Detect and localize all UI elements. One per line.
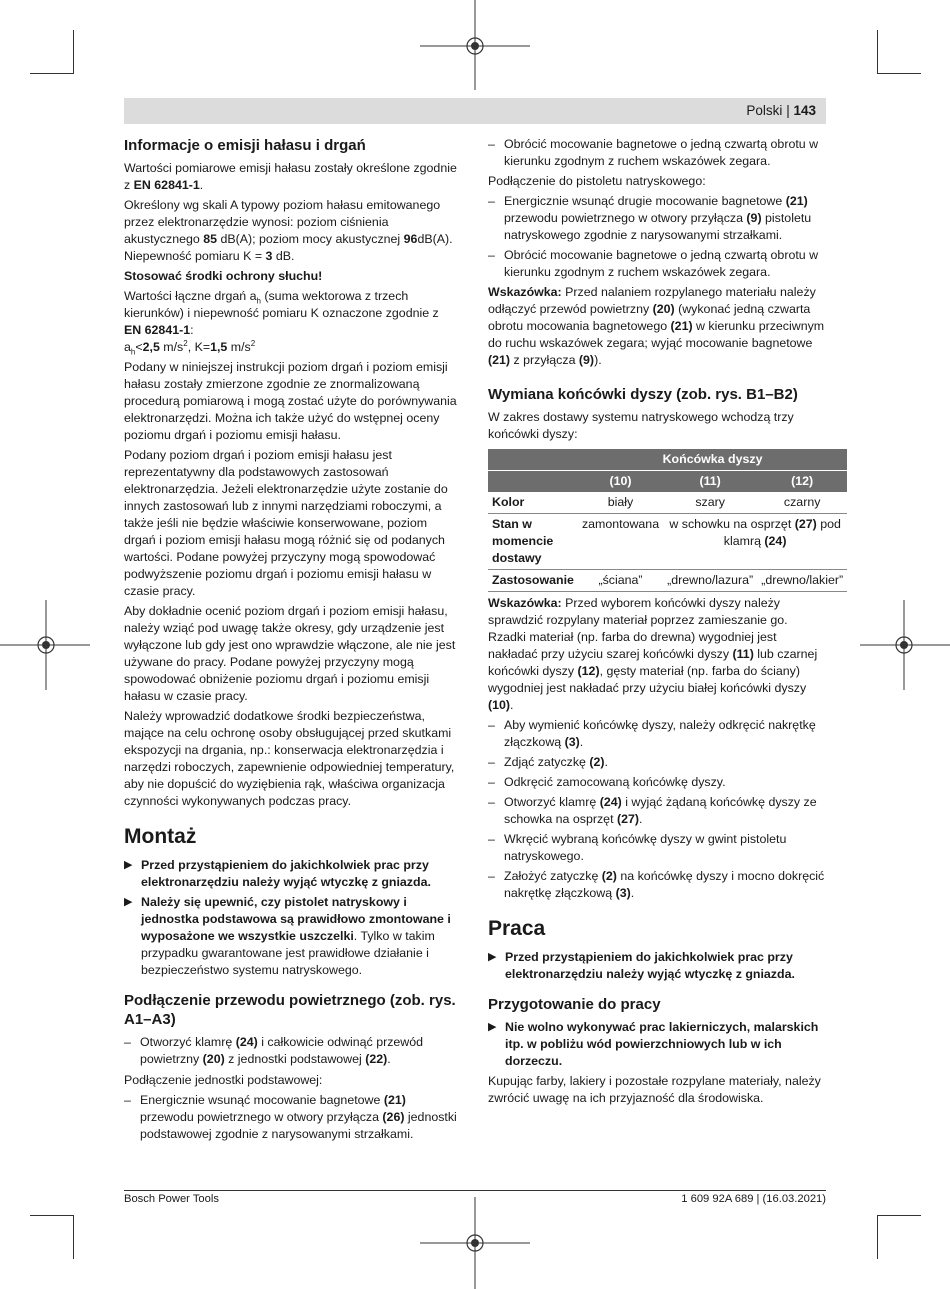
heading-praca: Praca: [488, 917, 546, 940]
note: Wskazówka: Przed nalaniem rozpylanego materiału należy odłączyć przewód powietrzny (20) (wykonać jedną czwarta obrotu mocowania bagnetowego (21) w kierunku przeciwnym do ruchu wskazówek zegara; wyjąć mocowanie bagnetowe (21) z przyłącza (9)).: [488, 285, 825, 367]
table-cell: biały: [578, 492, 663, 514]
table-header-empty: [488, 449, 578, 471]
page-header: [124, 98, 826, 124]
crop-mark: [73, 1215, 74, 1259]
table-title: Końcówka dyszy: [578, 449, 847, 471]
paragraph: EN 62841-1:: [124, 323, 194, 337]
paragraph: W zakres dostawy systemu natryskowego wchodzą trzy końcówki dyszy:: [488, 410, 794, 441]
paragraph: Podłączenie jednostki podstawowej:: [124, 1073, 323, 1087]
list-item: – Założyć zatyczkę (2) na końcówkę dyszy i mocno dokręcić nakrętkę złączkową (3).: [488, 868, 826, 902]
registration-mark-icon: [420, 0, 530, 90]
list-item: – Obrócić mocowanie bagnetowe o jedną czwartą obrotu w kierunku zgodnym z ruchem wskazówek zegara.: [488, 247, 826, 281]
header-separator: |: [786, 103, 790, 118]
heading-air-hose: Podłączenie przewodu powietrznego (zob. rys. A1–A3): [124, 992, 456, 1028]
paragraph: Wartości pomiarowe emisji hałasu zostały określone zgodnie z EN 62841-1.: [124, 161, 457, 192]
table-row: [488, 492, 847, 514]
paragraph: Kupując farby, lakiery i pozostałe rozpylane materiały, należy zwrócić uwagę na ich przyjazność dla środowiska.: [488, 1074, 821, 1105]
list-item: – Odkręcić zamocowaną końcówkę dyszy.: [488, 774, 826, 791]
arrow-icon: ▶: [124, 859, 133, 871]
crop-mark: [877, 73, 921, 74]
list-item: – Zdjąć zatyczkę (2).: [488, 754, 826, 771]
page-footer: [124, 1190, 826, 1205]
paragraph: Określony wg skali A typowy poziom hałasu emitowanego przez elektronarzędzie wynosi: poziom ciśnienia akustycznego 85 dB(A); poziom mocy akustycznej 96dB(A). Niepewność pomiaru K = 3 dB.: [124, 198, 453, 263]
crop-mark: [877, 1215, 921, 1216]
arrow-icon: ▶: [488, 1021, 497, 1033]
table-header-empty: [488, 471, 578, 493]
heading-nozzle-change: Wymiana końcówki dyszy (zob. rys. B1–B2): [488, 386, 798, 403]
vibration-value: $a_h<2,5$ $m/s^2$, K=1,5 $m/s^2$: [124, 338, 256, 357]
arrow-icon: ▶: [488, 951, 497, 963]
row-label: Kolor: [488, 492, 578, 514]
table-col-header: (12): [757, 471, 847, 493]
registration-mark-icon: [860, 600, 950, 690]
safety-instruction: ▶ Należy się upewnić, czy pistolet natryskowy i jednostka podstawowa są prawidłowo zmontowane i wyposażone we wszystkie uszczelki. Tylko w takim przypadku gwarantowane jest prawidłowe działanie i bezpieczeństwo systemu natryskowego.: [124, 895, 451, 977]
paragraph: Podany poziom drgań i poziom emisji hałasu jest reprezentatywny dla podstawowych zastosowań elektronarzędzia. Jeżeli elektronarzędzie użyte zostanie do innych zastosowań lub z innymi narzędziami roboczymi, a także jeśli nie będzie właściwie konserwowane, poziom drgań i poziom emisji hałasu mogą różnić się od podanych wartości. Podane powyżej przyczyny mogą spowodować podwyższenie poziomu drgań i poziomu emisji hałasu w czasie pracy.: [124, 448, 448, 598]
table-cell: w schowku na osprzęt (27) pod klamrą (24): [663, 514, 847, 570]
footer-brand: Bosch Power Tools: [124, 1193, 219, 1205]
table-cell: czarny: [757, 492, 847, 514]
right-column: [488, 136, 844, 1110]
table-cell: „drewno/lazura”: [663, 570, 757, 592]
nozzle-table: [488, 449, 847, 592]
table-row: [488, 570, 847, 592]
crop-mark: [30, 73, 74, 74]
row-label: Zastosowanie: [488, 570, 578, 592]
heading-preparation: Przygotowanie do pracy: [488, 996, 661, 1013]
safety-instruction: ▶ Przed przystąpieniem do jakichkolwiek prac przy elektronarzędziu należy wyjąć wtyczkę z gniazda.: [488, 950, 795, 981]
page-header-text: [746, 103, 816, 118]
table-row: [488, 514, 847, 570]
header-language: Polski: [746, 103, 783, 118]
arrow-icon: ▶: [124, 896, 133, 908]
safety-instruction: ▶ Nie wolno wykonywać prac lakierniczych, malarskich itp. w pobliżu wód powierzchniowych lub w ich dorzeczu.: [488, 1020, 819, 1068]
registration-mark-icon: [420, 1197, 530, 1289]
list-item: – Energicznie wsunąć drugie mocowanie bagnetowe (21) przewodu powietrznego w otwory przyłącza (9) pistoletu natryskowego zgodnie z narysowanymi strzałkami.: [488, 193, 826, 244]
table-cell: „drewno/lakier”: [757, 570, 847, 592]
registration-mark-icon: [0, 600, 90, 690]
list-item: – Obrócić mocowanie bagnetowe o jedną czwartą obrotu w kierunku zgodnym z ruchem wskazówek zegara.: [488, 136, 826, 170]
table-col-header: (11): [663, 471, 757, 493]
heading-montaz: Montaż: [124, 825, 197, 848]
crop-mark: [877, 1215, 878, 1259]
crop-mark: [73, 30, 74, 74]
list-item: – Otworzyć klamrę (24) i wyjąć żądaną końcówkę dyszy ze schowka na osprzęt (27).: [488, 794, 826, 828]
paragraph: Podany w niniejszej instrukcji poziom drgań i poziom emisji hałasu zostały zmierzone zgodnie ze znormalizowaną procedurą pomiarową i mogą zostać użyte do porównywania elektronarzędzi. Można ich także użyć do wstępnej oceny poziomu drgań i poziomu emisji hałasu.: [124, 360, 457, 442]
paragraph: Należy wprowadzić dodatkowe środki bezpieczeństwa, mające na celu ochronę osoby obsługującej przed skutkami ekspozycji na drgania, np.: konserwacja elektronarzędzia i narzędzi roboczych, zapewnienie odpowiedniej temperatury, aby nie dopuścić do wyziębienia rąk, właściwa organizacja czynności wykonywanych podczas pracy.: [124, 709, 455, 808]
paragraph: Podłączenie do pistoletu natryskowego:: [488, 174, 706, 188]
crop-mark: [30, 1215, 74, 1216]
paragraph: Aby dokładnie ocenić poziom drgań i poziom emisji hałasu, należy wziąć pod uwagę także okresy, gdy urządzenie jest wyłączone lub gdy jest ono wprawdzie włączone, ale nie jest używane do pracy. Podane powyżej przyczyny mogą spowodować obniżenie poziomu drgań i poziomu emisji hałasu w czasie pracy.: [124, 604, 456, 703]
note: Wskazówka: Przed wyborem końcówki dyszy należy sprawdzić rozpylany materiał poprzez zamieszanie go. Rzadki materiał (np. farba do drewna) wygodniej jest nakładać przy użyciu szarej końcówki dyszy (11) lub czarnej końcówki dyszy (12), gęsty materiał (np. farba do ściany) wygodniej jest nakładać przy użyciu białej końcówki dyszy (10).: [488, 596, 818, 712]
table-cell: zamontowana: [578, 514, 663, 570]
row-label: Stan w momencie dostawy: [488, 514, 578, 570]
table-cell: szary: [663, 492, 757, 514]
crop-mark: [877, 30, 878, 74]
list-item: – Otworzyć klamrę (24) i całkowicie odwinąć przewód powietrzny (20) z jednostki podstawowej (22).: [124, 1034, 462, 1068]
hearing-protection-note: Stosować środki ochrony słuchu!: [124, 269, 323, 283]
paragraph: Wartości łączne drgań $a_h$ (suma wektorowa z trzech kierunków) i niepewność pomiaru K oznaczone zgodnie z: [124, 289, 439, 320]
list-item: – Aby wymienić końcówkę dyszy, należy odkręcić nakrętkę złączkową (3).: [488, 717, 826, 751]
left-column: [124, 136, 462, 1146]
footer-doc-number: 1 609 92A 689 | (16.03.2021): [681, 1193, 826, 1205]
page-number: 143: [793, 103, 816, 118]
safety-instruction: ▶ Przed przystąpieniem do jakichkolwiek prac przy elektronarzędziu należy wyjąć wtyczkę z gniazda.: [124, 858, 431, 889]
list-item: – Energicznie wsunąć mocowanie bagnetowe (21) przewodu powietrznego w otwory przyłącza (26) jednostki podstawowej zgodnie z narysowanymi strzałkami.: [124, 1092, 462, 1143]
table-col-header: (10): [578, 471, 663, 493]
list-item: – Wkręcić wybraną końcówkę dyszy w gwint pistoletu natryskowego.: [488, 831, 826, 865]
table-cell: „ściana”: [578, 570, 663, 592]
heading-emission: Informacje o emisji hałasu i drgań: [124, 137, 366, 154]
